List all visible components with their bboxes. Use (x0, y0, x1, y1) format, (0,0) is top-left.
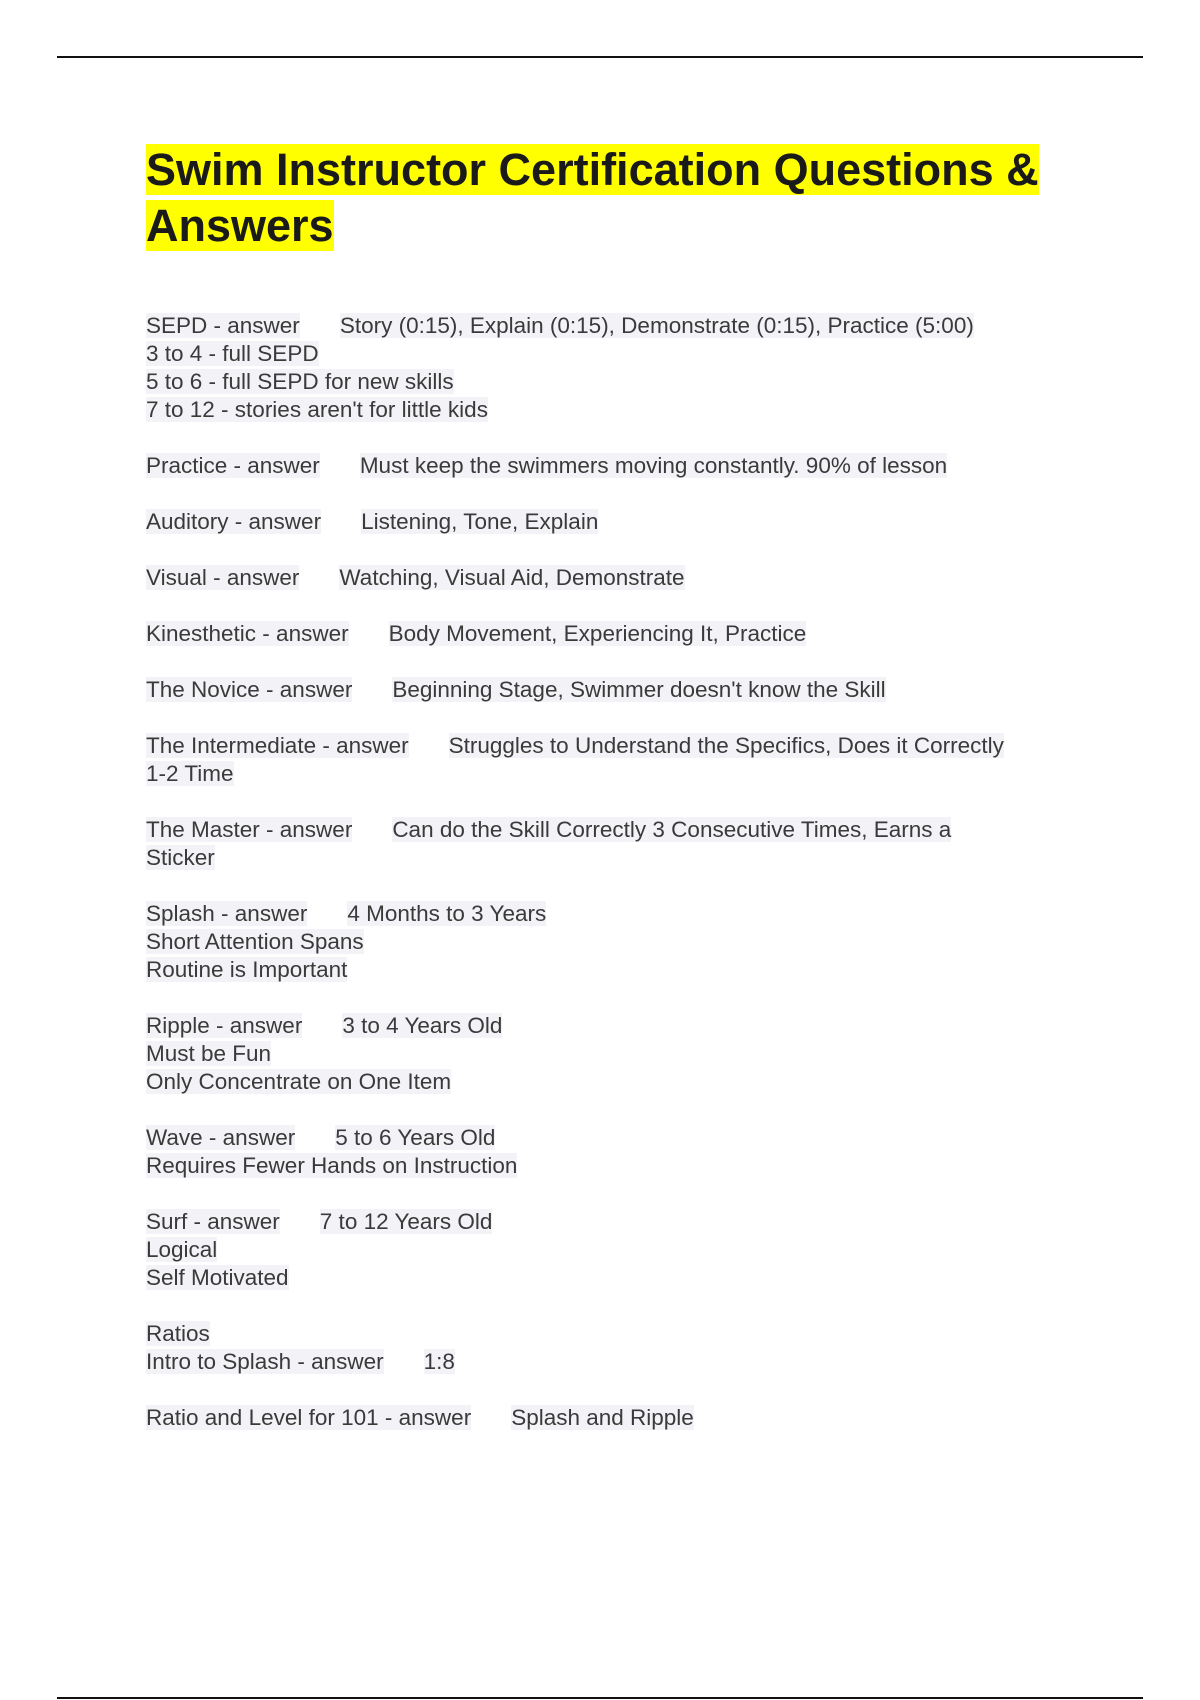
qa-answer: 4 Months to 3 Years (347, 901, 547, 926)
qa-item (146, 1208, 1076, 1292)
qa-answer: Struggles to Understand the Specifics, Does it Correctly (448, 733, 1004, 758)
qa-answer: 5 to 6 Years Old (335, 1125, 496, 1150)
qa-extra-line: 1-2 Time (146, 761, 234, 786)
qa-question: Visual - answer (146, 565, 300, 590)
qa-answer: Beginning Stage, Swimmer doesn't know the Skill (392, 677, 886, 702)
qa-answer: Must keep the swimmers moving constantly. 90% of lesson (359, 453, 948, 478)
qa-answer: Splash and Ripple (511, 1405, 694, 1430)
qa-item (146, 1320, 1076, 1376)
qa-answer: 3 to 4 Years Old (342, 1013, 503, 1038)
qa-question: The Intermediate - answer (146, 733, 409, 758)
qa-item (146, 508, 1076, 536)
qa-question: Intro to Splash - answer (146, 1349, 384, 1374)
qa-item (146, 620, 1076, 648)
qa-question: Splash - answer (146, 901, 308, 926)
qa-item (146, 732, 1076, 788)
title-highlight: Swim Instructor Certification Questions & Answers (146, 144, 1039, 251)
qa-question: Auditory - answer (146, 509, 322, 534)
qa-extra-line: Logical (146, 1237, 218, 1262)
qa-extra-line: Short Attention Spans (146, 929, 364, 954)
bottom-rule (57, 1697, 1143, 1699)
qa-item (146, 1404, 1076, 1432)
qa-item (146, 564, 1076, 592)
qa-extra-line: 5 to 6 - full SEPD for new skills (146, 369, 454, 394)
qa-extra-line: Sticker (146, 845, 215, 870)
qa-item (146, 816, 1076, 872)
qa-list (146, 312, 1076, 1432)
qa-question: Ratio and Level for 101 - answer (146, 1405, 472, 1430)
qa-question: Kinesthetic - answer (146, 621, 349, 646)
qa-answer: Listening, Tone, Explain (361, 509, 599, 534)
qa-question: Wave - answer (146, 1125, 296, 1150)
qa-section-label: Ratios (146, 1321, 210, 1346)
qa-question: The Novice - answer (146, 677, 353, 702)
qa-extra-line: 3 to 4 - full SEPD (146, 341, 319, 366)
qa-question: Practice - answer (146, 453, 320, 478)
qa-extra-line: Self Motivated (146, 1265, 289, 1290)
qa-answer: Story (0:15), Explain (0:15), Demonstrate (0:15), Practice (5:00) (339, 313, 974, 338)
qa-question: Surf - answer (146, 1209, 280, 1234)
qa-extra-line: Must be Fun (146, 1041, 272, 1066)
qa-answer: 7 to 12 Years Old (319, 1209, 493, 1234)
qa-question: The Master - answer (146, 817, 353, 842)
qa-item (146, 1124, 1076, 1180)
qa-answer: Watching, Visual Aid, Demonstrate (339, 565, 685, 590)
qa-item (146, 452, 1076, 480)
qa-answer: Can do the Skill Correctly 3 Consecutive Times, Earns a (392, 817, 952, 842)
page-title (146, 142, 1076, 254)
qa-question: SEPD - answer (146, 313, 300, 338)
qa-item (146, 312, 1076, 424)
qa-item (146, 1012, 1076, 1096)
qa-answer: Body Movement, Experiencing It, Practice (388, 621, 807, 646)
qa-question: Ripple - answer (146, 1013, 303, 1038)
top-rule (57, 56, 1143, 58)
qa-extra-line: Only Concentrate on One Item (146, 1069, 452, 1094)
qa-extra-line: Requires Fewer Hands on Instruction (146, 1153, 518, 1178)
qa-item (146, 676, 1076, 704)
qa-item (146, 900, 1076, 984)
qa-answer: 1:8 (423, 1349, 455, 1374)
document-body (146, 142, 1076, 1460)
qa-extra-line: 7 to 12 - stories aren't for little kids (146, 397, 488, 422)
qa-extra-line: Routine is Important (146, 957, 348, 982)
